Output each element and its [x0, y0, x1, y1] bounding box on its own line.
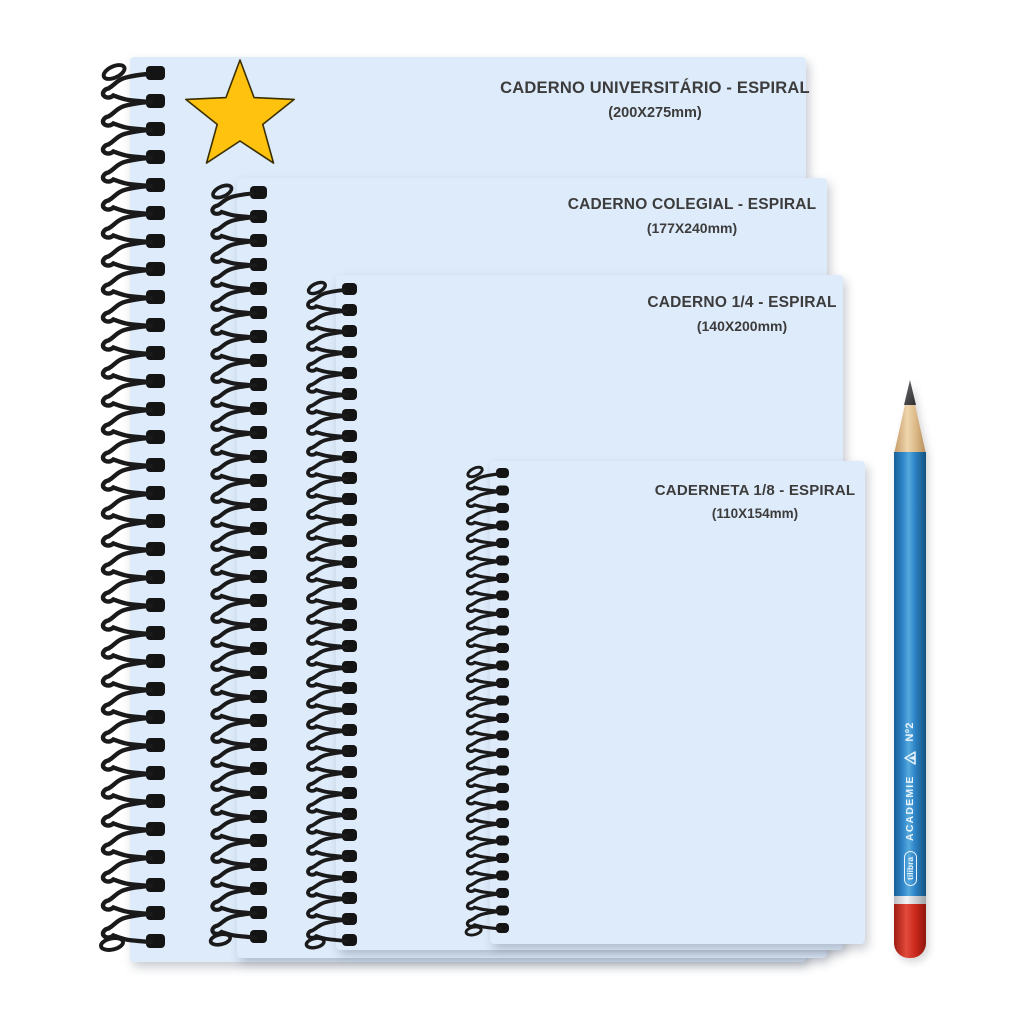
pencil-maker-badge: tilibra: [904, 851, 917, 886]
notebook-size: (177X240mm): [646, 220, 738, 237]
pencil-brand-label: ACADEMIE: [904, 775, 916, 841]
star-icon: [178, 52, 310, 172]
pencil-red-end: [894, 904, 926, 958]
notebook-label: [620, 480, 890, 523]
notebook-size: (110X154mm): [711, 505, 799, 521]
notebook-size: (140X200mm): [696, 318, 788, 335]
pencil-grade-label: Nº2: [904, 722, 916, 742]
notebook-title: CADERNO 1/4 - ESPIRAL: [647, 294, 837, 311]
notebook-title: CADERNO COLEGIAL - ESPIRAL: [567, 196, 817, 213]
pencil-graphite-tip: [904, 380, 916, 405]
notebook-size: (200X275mm): [608, 104, 702, 121]
pencil: [878, 380, 942, 960]
triangle-a-logo-icon: [904, 751, 916, 765]
pencil-print-row: [894, 718, 926, 890]
notebook-title: CADERNETA 1/8 - ESPIRAL: [654, 482, 856, 499]
spiral-binding-icon: [208, 182, 270, 954]
spiral-binding-icon: [304, 279, 360, 947]
notebook-label: [608, 292, 876, 337]
notebook-label: [495, 77, 815, 124]
caderneta-oitavo-cover: [490, 461, 865, 944]
spiral-binding-icon: [98, 62, 168, 962]
star-shape: [186, 60, 294, 163]
notebook-label: [537, 194, 847, 239]
pencil-print: [894, 718, 926, 890]
spiral-binding-icon: [464, 464, 512, 941]
notebook-title: CADERNO UNIVERSITÁRIO - ESPIRAL: [500, 79, 810, 97]
pencil-band: [894, 896, 926, 904]
